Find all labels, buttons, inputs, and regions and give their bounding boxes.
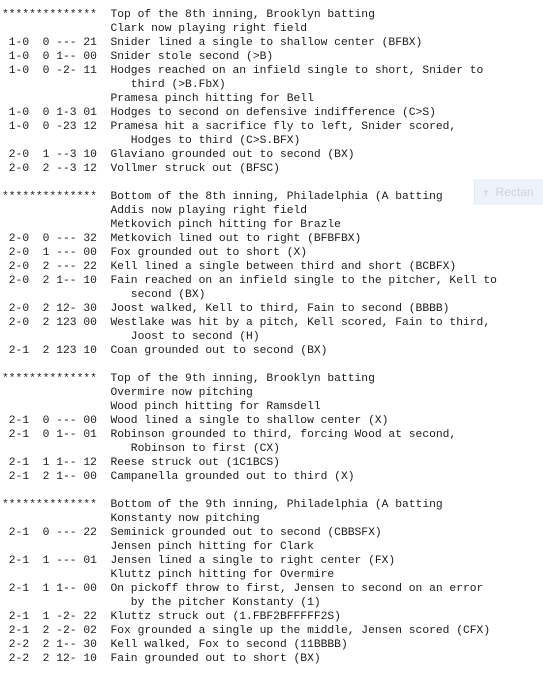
blank-line bbox=[2, 176, 543, 190]
play-line: 2-0 1 --- 00 Fox grounded out to short (X) bbox=[2, 247, 308, 259]
note-line: Overmire now pitching bbox=[2, 387, 253, 399]
note-line: Metkovich pinch hitting for Brazle bbox=[2, 219, 341, 231]
note-line: Hodges to third (C>S.BFX) bbox=[2, 135, 301, 147]
note-line: Clark now playing right field bbox=[2, 23, 308, 35]
play-line: 1-0 0 --- 21 Snider lined a single to shallow center (BFBX) bbox=[2, 37, 423, 49]
play-line: 2-0 1 --3 10 Glaviano grounded out to second (BX) bbox=[2, 149, 355, 161]
inning-header-line: ************** Top of the 8th inning, Brooklyn batting bbox=[2, 9, 375, 21]
note-line: Addis now playing right field bbox=[2, 205, 308, 217]
play-line: 2-2 2 1-- 30 Kell walked, Fox to second (11BBBB) bbox=[2, 639, 348, 651]
note-line: Robinson to first (CX) bbox=[2, 443, 280, 455]
play-by-play-log bbox=[2, 8, 543, 666]
play-line: 2-0 2 1-- 10 Fain reached on an infield single to the pitcher, Kell to bbox=[2, 275, 497, 287]
play-line: 2-2 2 12- 10 Fain grounded out to short (BX) bbox=[2, 653, 321, 665]
note-line: by the pitcher Konstanty (1) bbox=[2, 597, 321, 609]
play-line: 2-1 2 -2- 02 Fox grounded a single up the middle, Jensen scored (CFX) bbox=[2, 625, 491, 637]
inning-header-line: ************** Top of the 9th inning, Brooklyn batting bbox=[2, 373, 375, 385]
note-line: Pramesa pinch hitting for Bell bbox=[2, 93, 314, 105]
watermark-label: Rectan bbox=[495, 185, 534, 199]
note-line: Konstanty now pitching bbox=[2, 513, 260, 525]
play-line: 2-0 2 123 00 Westlake was hit by a pitch, Kell scored, Fain to third, bbox=[2, 317, 491, 329]
note-line: Jensen pinch hitting for Clark bbox=[2, 541, 314, 553]
play-line: 2-0 0 --- 32 Metkovich lined out to right (BFBFBX) bbox=[2, 233, 362, 245]
note-line: third (>B.FbX) bbox=[2, 79, 226, 91]
play-line: 2-0 2 --- 22 Kell lined a single between third and short (BCBFX) bbox=[2, 261, 457, 273]
play-line: 1-0 0 1-- 00 Snider stole second (>B) bbox=[2, 51, 274, 63]
note-line: Kluttz pinch hitting for Overmire bbox=[2, 569, 335, 581]
rectangle-tool-watermark bbox=[474, 179, 543, 205]
play-line: 2-1 2 123 10 Coan grounded out to second (BX) bbox=[2, 345, 328, 357]
blank-line bbox=[2, 484, 543, 498]
play-line: 1-0 0 -23 12 Pramesa hit a sacrifice fly to left, Snider scored, bbox=[2, 121, 457, 133]
note-line: second (BX) bbox=[2, 289, 206, 301]
note-line: Joost to second (H) bbox=[2, 331, 260, 343]
play-line: 2-1 1 1-- 12 Reese struck out (1C1BCS) bbox=[2, 457, 280, 469]
play-line: 2-1 0 1-- 01 Robinson grounded to third, forcing Wood at second, bbox=[2, 429, 457, 441]
play-line: 2-1 0 --- 00 Wood lined a single to shallow center (X) bbox=[2, 415, 389, 427]
play-line: 2-1 1 1-- 00 On pickoff throw to first, Jensen to second on an error bbox=[2, 583, 484, 595]
note-line: Wood pinch hitting for Ramsdell bbox=[2, 401, 321, 413]
play-line: 2-1 2 1-- 00 Campanella grounded out to third (X) bbox=[2, 471, 355, 483]
play-line: 1-0 0 -2- 11 Hodges reached on an infield single to short, Snider to bbox=[2, 65, 484, 77]
inning-header-line: ************** Bottom of the 8th inning, Philadelphia (A batting bbox=[2, 191, 443, 203]
inning-header-line: ************** Bottom of the 9th inning, Philadelphia (A batting bbox=[2, 499, 443, 511]
play-line: 1-0 0 1-3 01 Hodges to second on defensive indifference (C>S) bbox=[2, 107, 436, 119]
play-line: 2-0 2 12- 30 Joost walked, Kell to third, Fain to second (BBBB) bbox=[2, 303, 450, 315]
crosshair-icon: ✝ bbox=[482, 188, 490, 198]
play-line: 2-1 0 --- 22 Seminick grounded out to second (CBBSFX) bbox=[2, 527, 382, 539]
play-line: 2-1 1 -2- 22 Kluttz struck out (1.FBF2BFFFFF2S) bbox=[2, 611, 341, 623]
play-line: 2-1 1 --- 01 Jensen lined a single to right center (FX) bbox=[2, 555, 396, 567]
play-line: 2-0 2 --3 12 Vollmer struck out (BFSC) bbox=[2, 163, 280, 175]
blank-line bbox=[2, 358, 543, 372]
